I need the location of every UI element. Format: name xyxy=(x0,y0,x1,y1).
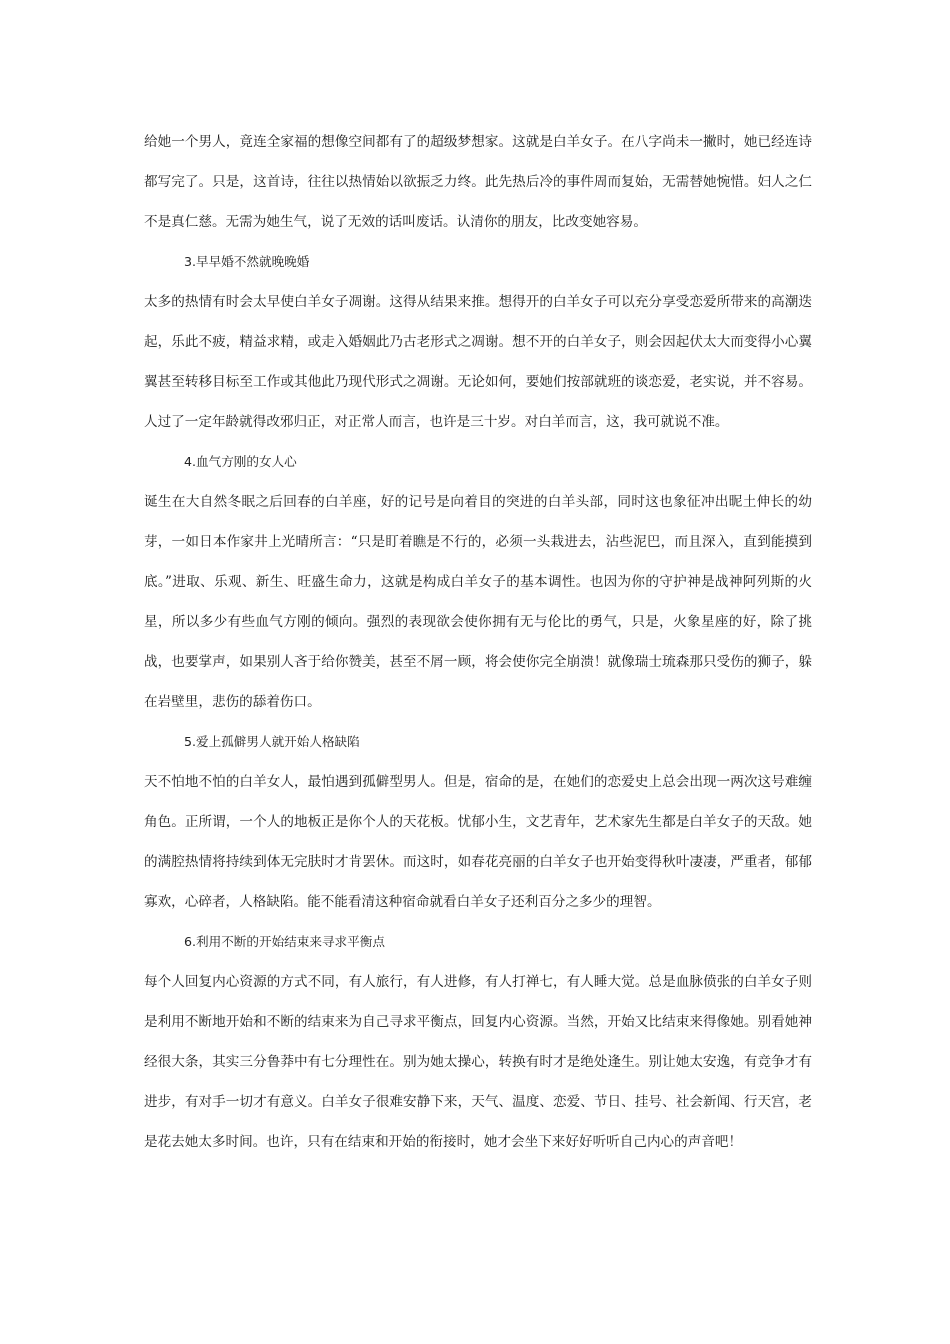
section-heading-3: 3.早早婚不然就晚晚婚 xyxy=(184,254,310,269)
paragraph-intro: 给她一个男人，竟连全家福的想像空间都有了的超级梦想家。这就是白羊女子。在八字尚未一撇时，她已经连诗都写完了。只是，这首诗，往往以热情始以欲振乏力终。此先热后冷的事件周而复始，无需替她惋惜。妇人之仁不是真仁慈。无需为她生气，说了无效的话叫废话。认清你的朋友，比改变她容易。 xyxy=(144,134,812,230)
paragraph-section-4: 诞生在大自然冬眠之后回春的白羊座，好的记号是向着目的突进的白羊头部，同时这也象征冲出昵土伸长的幼芽，一如日本作家井上光晴所言：“只是盯着瞧是不行的，必须一头栽进去，沾些泥巴，而且深入，直到能摸到底。”进取、乐观、新生、旺盛生命力，这就是构成白羊女子的基本调性。也因为你的守护神是战神阿列斯的火星，所以多少有些血气方刚的倾向。强烈的表现欲会使你拥有无与伦比的勇气，只是，火象星座的好，除了挑战，也要掌声，如果别人吝于给你赞美，甚至不屑一顾，将会使你完全崩溃！就像瑞士琉森那只受伤的狮子，躲在岩壁里，悲伤的舔着伤口。 xyxy=(144,494,812,710)
section-heading-5: 5.爱上孤僻男人就开始人格缺陷 xyxy=(184,734,360,749)
section-heading-4: 4.血气方刚的女人心 xyxy=(184,454,297,469)
section-heading-6: 6.利用不断的开始结束来寻求平衡点 xyxy=(184,934,385,949)
paragraph-section-5: 天不怕地不怕的白羊女人，最怕遇到孤僻型男人。但是，宿命的是，在她们的恋爱史上总会出现一两次这号难缠角色。正所谓，一个人的地板正是你个人的天花板。忧郁小生，文艺青年，艺术家先生都是白羊女子的天敌。她的满腔热情将持续到体无完肤时才肯罢休。而这时，如春花亮丽的白羊女子也开始变得秋叶凄凄，严重者，郁郁寡欢，心碎者，人格缺陷。能不能看清这种宿命就看白羊女子还利百分之多少的理智。 xyxy=(144,774,812,910)
paragraph-section-6: 每个人回复内心资源的方式不同，有人旅行，有人进修，有人打禅七，有人睡大觉。总是血脉偾张的白羊女子则是利用不断地开始和不断的结束来为自己寻求平衡点，回复内心资源。当然，开始又比结束来得像她。别看她神经很大条，其实三分鲁莽中有七分理性在。别为她太操心，转换有时才是绝处逢生。别让她太安逸，有竞争才有进步，有对手一切才有意义。白羊女子很难安静下来，天气、温度、恋爱、节日、挂号、社会新闻、行天宫，老是花去她太多时间。也许，只有在结束和开始的衔接时，她才会坐下来好好听听自己内心的声音吧！ xyxy=(144,974,812,1150)
article-body xyxy=(144,122,812,1162)
paragraph-section-3: 太多的热情有时会太早使白羊女子凋谢。这得从结果来推。想得开的白羊女子可以充分享受恋爱所带来的高潮迭起，乐此不疲，精益求精，或走入婚姻此乃古老形式之凋谢。想不开的白羊女子，则会因起伏太大而变得小心翼翼甚至转移目标至工作或其他此乃现代形式之凋谢。无论如何，要她们按部就班的谈恋爱，老实说，并不容易。人过了一定年龄就得改邪归正，对正常人而言，也许是三十岁。对白羊而言，这，我可就说不准。 xyxy=(144,294,812,430)
